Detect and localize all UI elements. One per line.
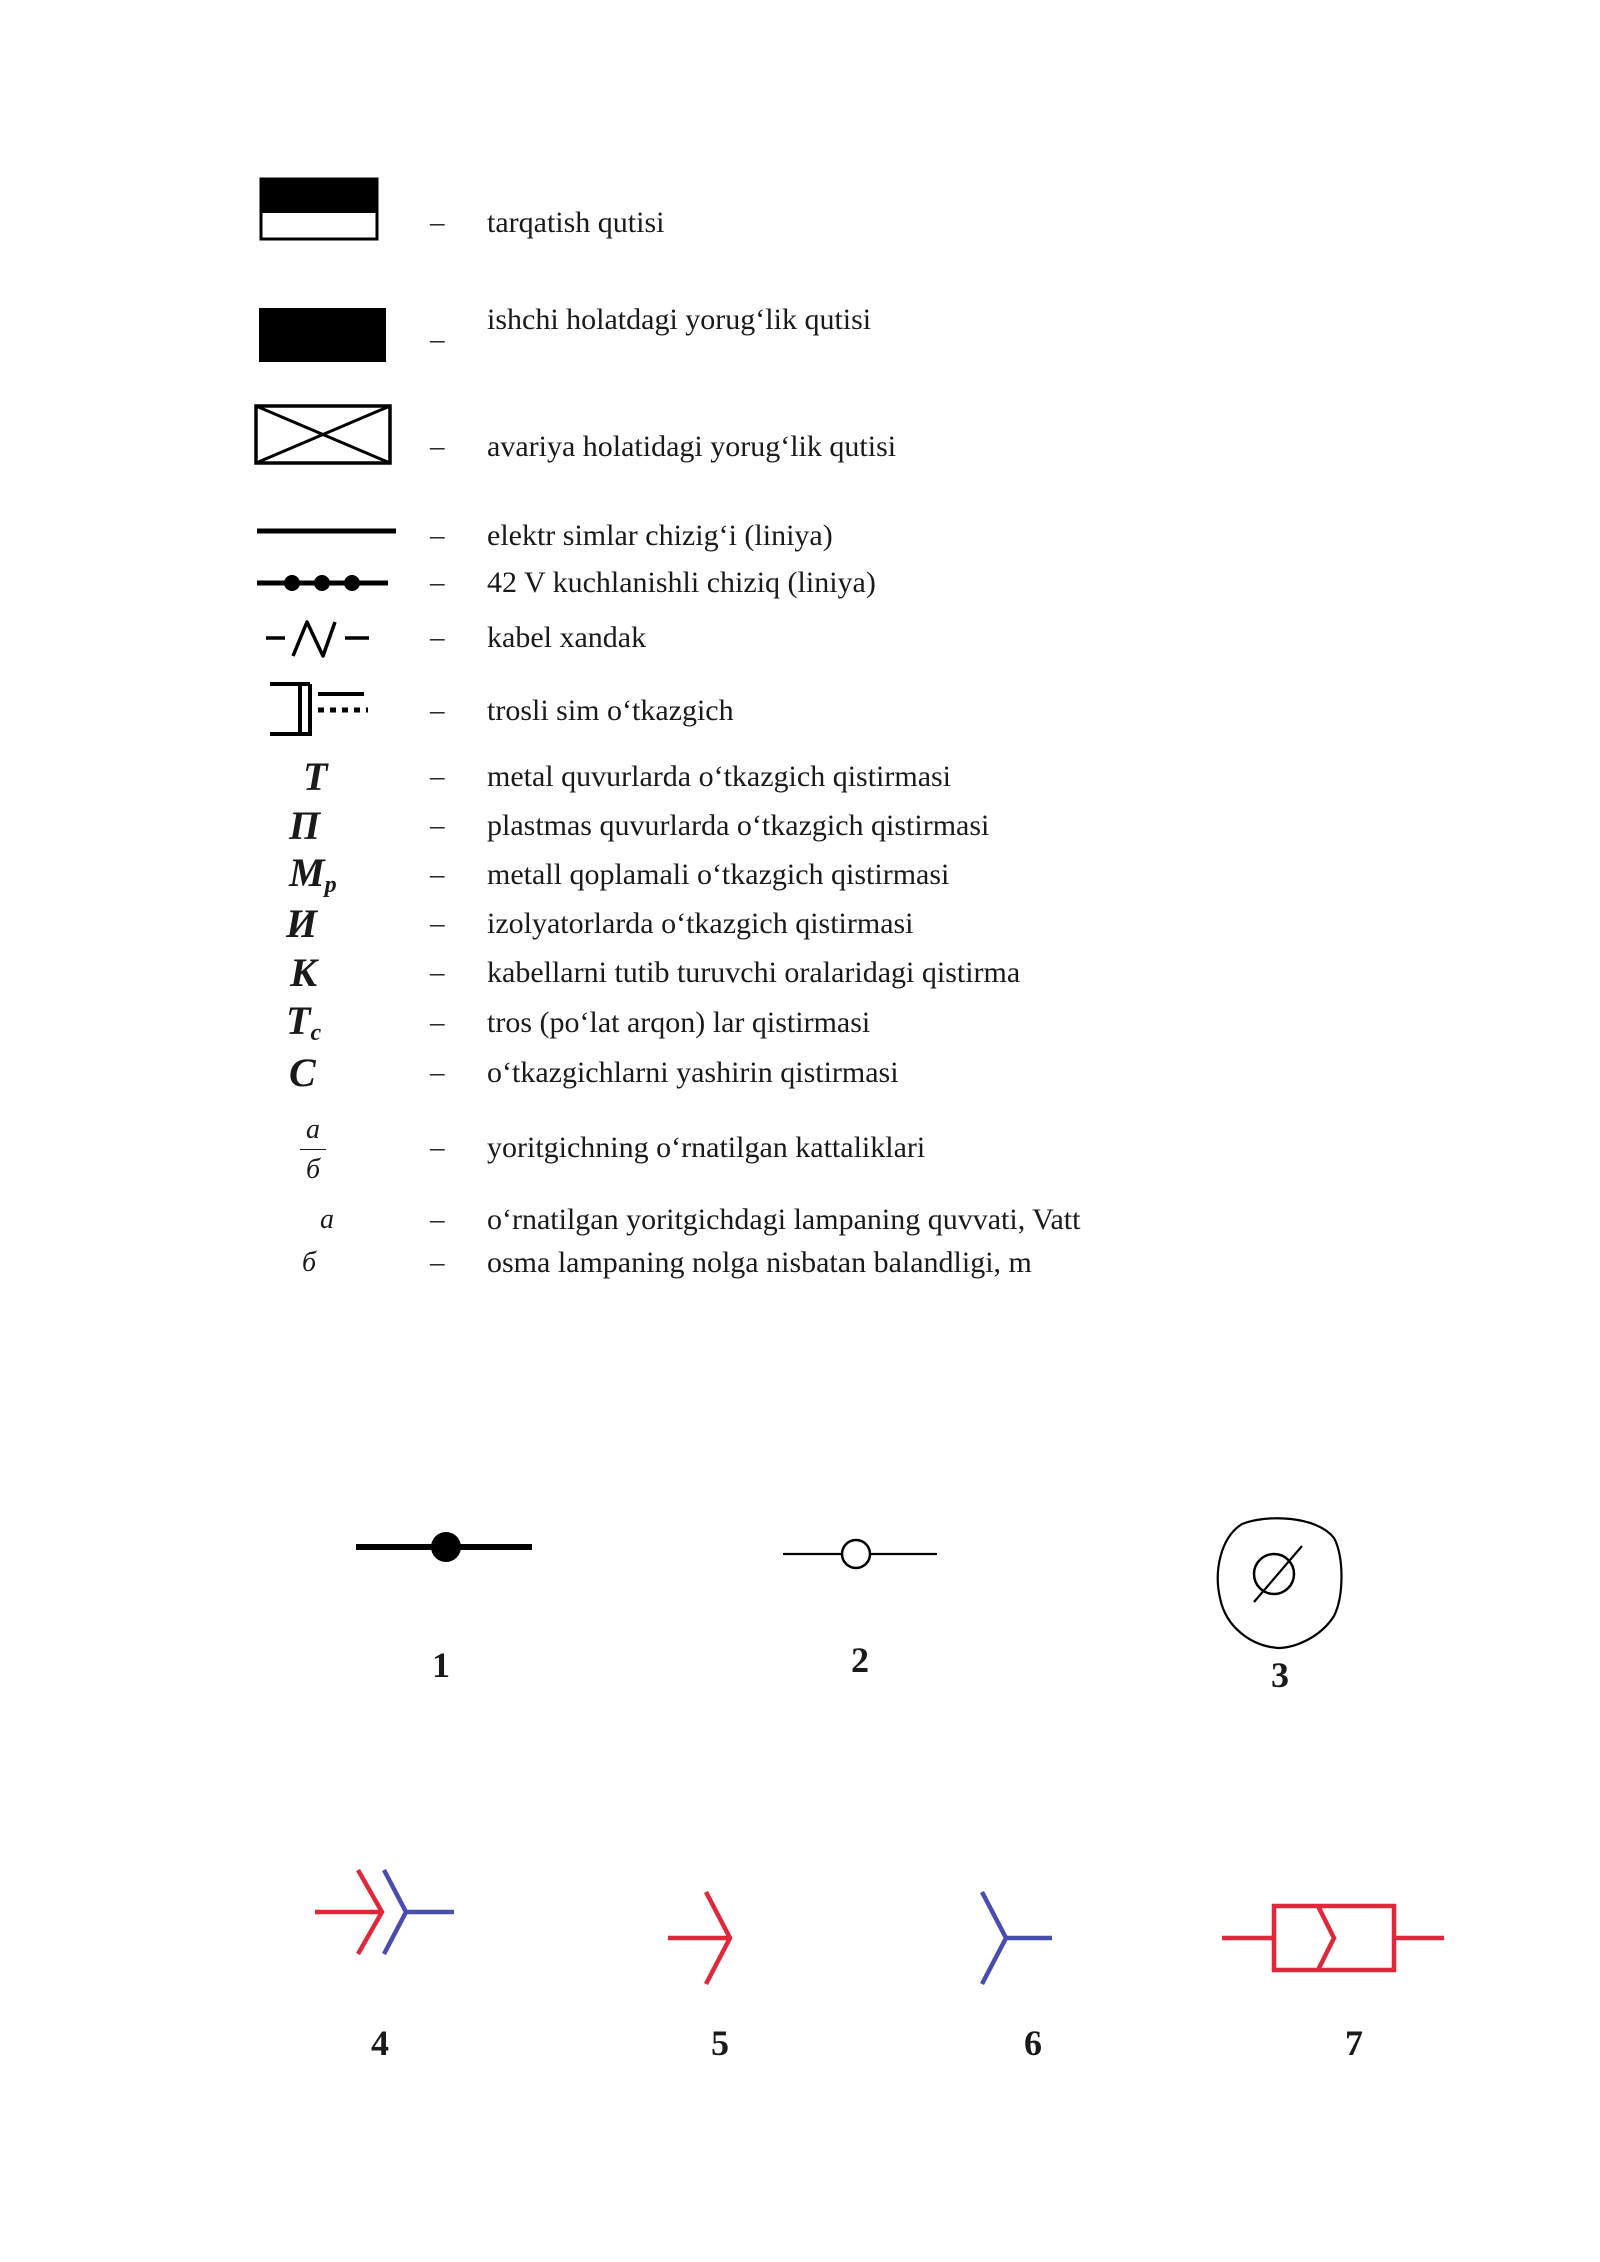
emergency-light-box-icon <box>253 403 393 469</box>
wire-line-icon <box>255 526 399 538</box>
symbol-letter-sub: р <box>324 872 337 898</box>
symbol-letter-sub: с <box>310 1020 322 1046</box>
figure-6-socket <box>976 1888 1056 1988</box>
symbol-letter: К <box>290 950 318 995</box>
figure-3-circle-diameter <box>1212 1516 1348 1652</box>
symbol-letter-main: М <box>289 850 325 895</box>
legend-desc: o‘tkazgichlarni yashirin qistirmasi <box>487 1056 899 1089</box>
legend-dash: – <box>430 760 445 793</box>
cable-trench-icon <box>263 616 373 660</box>
legend-dash: – <box>430 956 445 989</box>
legend-dash: – <box>430 1131 445 1164</box>
figure-2-wire-junction-open <box>780 1536 940 1572</box>
cable-conductor-icon <box>266 680 376 740</box>
figure-1-wire-junction-filled <box>352 1528 536 1568</box>
legend-desc: 42 V kuchlanishli chiziq (liniya) <box>487 566 876 599</box>
legend-desc: elektr simlar chizig‘i (liniya) <box>487 519 833 552</box>
legend-desc: metall qoplamali o‘tkazgich qistirmasi <box>487 858 950 891</box>
symbol-letter: П <box>289 803 321 848</box>
legend-desc: yoritgichning o‘rnatilgan kattaliklari <box>487 1131 926 1164</box>
fraction-denominator: б <box>305 1154 321 1185</box>
legend-desc: kabel xandak <box>487 621 647 654</box>
legend-dash: – <box>430 1203 445 1236</box>
legend-desc: kabellarni tutib turuvchi oralaridagi qistirma <box>487 956 1021 989</box>
legend-dash: – <box>430 430 445 463</box>
symbol-letter <box>286 998 322 1046</box>
figure-4-plug-socket-pair <box>310 1862 460 1962</box>
figure-label-2: 2 <box>851 1640 869 1680</box>
legend-desc: tarqatish qutisi <box>487 206 665 239</box>
legend-desc: osma lampaning nolga nisbatan balandligi, m <box>487 1246 1032 1279</box>
legend-desc: o‘rnatilgan yoritgichdagi lampaning quvvati, Vatt <box>487 1203 1081 1236</box>
legend-desc: izolyatorlarda o‘tkazgich qistirmasi <box>487 907 914 940</box>
figure-label-6: 6 <box>1024 2023 1042 2063</box>
legend-dash: – <box>430 206 445 239</box>
low-voltage-line-icon <box>255 573 391 593</box>
legend-dash: – <box>430 621 445 654</box>
legend-dash: – <box>430 1006 445 1039</box>
legend-desc: tros (po‘lat arqon) lar qistirmasi <box>487 1006 871 1039</box>
legend-dash: – <box>430 566 445 599</box>
legend-dash: – <box>430 519 445 552</box>
distribution-box-icon <box>256 175 384 245</box>
legend-desc: plastmas quvurlarda o‘tkazgich qistirmasi <box>487 809 990 842</box>
legend-dash: – <box>430 907 445 940</box>
legend-desc: ishchi holatdagi yorug‘lik qutisi <box>487 303 872 336</box>
symbol-letter: Т <box>303 754 328 799</box>
fraction-symbol <box>300 1116 326 1184</box>
legend-dash: – <box>430 858 445 891</box>
symbol-letter: И <box>286 901 318 946</box>
symbol-letter <box>289 850 337 898</box>
symbol-letter: С <box>289 1050 316 1095</box>
figure-7-connector-box <box>1220 1900 1446 1976</box>
working-light-box-icon <box>257 306 389 366</box>
fraction-numerator: а <box>300 1116 326 1150</box>
legend-desc: trosli sim o‘tkazgich <box>487 694 734 727</box>
figure-label-3: 3 <box>1271 1655 1289 1695</box>
figure-label-4: 4 <box>371 2023 389 2063</box>
figure-5-plug <box>666 1888 746 1988</box>
figure-label-7: 7 <box>1345 2023 1363 2063</box>
legend-dash: – <box>430 323 445 356</box>
legend-dash: – <box>430 694 445 727</box>
legend-desc: avariya holatidagi yorug‘lik qutisi <box>487 430 897 463</box>
legend-desc: metal quvurlarda o‘tkazgich qistirmasi <box>487 760 952 793</box>
legend-dash: – <box>430 1056 445 1089</box>
legend-dash: – <box>430 809 445 842</box>
legend-dash: – <box>430 1246 445 1279</box>
variable-b: б <box>302 1247 317 1278</box>
variable-a: а <box>320 1204 334 1235</box>
figure-label-5: 5 <box>711 2023 729 2063</box>
symbol-letter-main: Т <box>286 998 311 1043</box>
figure-label-1: 1 <box>432 1645 450 1685</box>
